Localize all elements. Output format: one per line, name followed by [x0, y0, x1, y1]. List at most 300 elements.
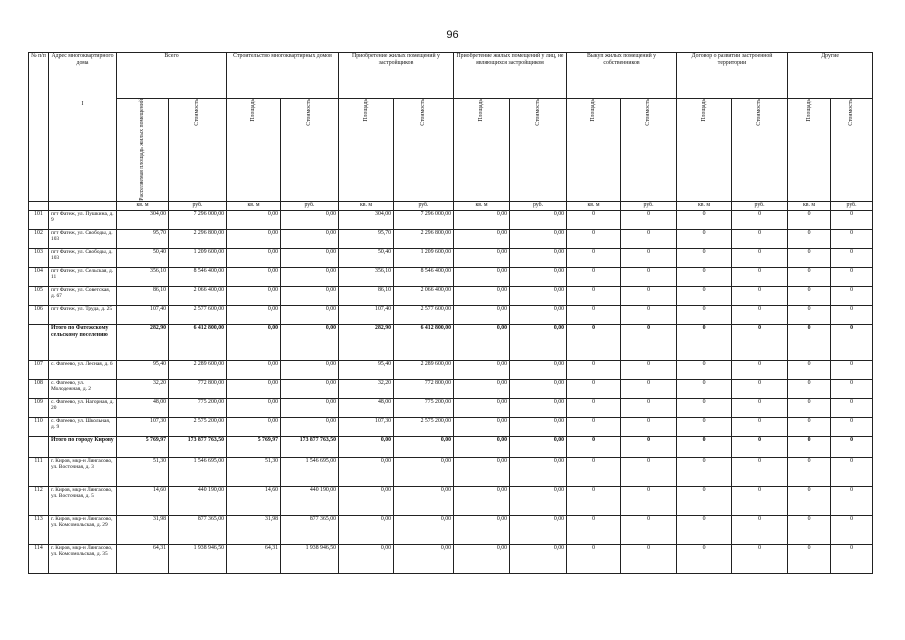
cell-value: 0,00 [339, 515, 394, 544]
cell-value: 0 [788, 486, 831, 515]
cell-value: 0,00 [281, 360, 339, 379]
cell-value: 0,00 [510, 436, 567, 457]
table-row [29, 248, 873, 267]
cell-value: 86,10 [117, 286, 169, 305]
cell-value: 0 [732, 457, 788, 486]
row-address: пгт Фатеж, ул. Свободы, д. 103 [49, 248, 117, 267]
unit-empty [49, 201, 117, 210]
unit-empty [29, 201, 49, 210]
row-address: с. Фатеево, ул. Лесная, д. 6 [49, 360, 117, 379]
cell-value: 304,00 [117, 210, 169, 229]
cell-value: 0,00 [454, 210, 510, 229]
row-number [29, 436, 49, 457]
cell-value: 775 200,00 [169, 398, 227, 417]
table-body [29, 210, 873, 573]
cell-value: 0 [621, 286, 677, 305]
cell-value: 282,90 [117, 324, 169, 360]
cell-value: 0 [621, 324, 677, 360]
cell-value: 0 [621, 457, 677, 486]
row-address: г. Киров, мкр-н Лянгасово, ул. Комсомольская, д. 35 [49, 544, 117, 573]
cell-value: 1 938 946,50 [281, 544, 339, 573]
cell-value: 32,20 [339, 379, 394, 398]
subheader-area: Площадь [567, 99, 621, 202]
cell-value: 0,00 [394, 515, 454, 544]
row-number: 106 [29, 305, 49, 324]
table-row [29, 267, 873, 286]
resettlement-table [28, 52, 873, 574]
cell-value: 0 [621, 515, 677, 544]
cell-value: 51,30 [117, 457, 169, 486]
row-number: 107 [29, 360, 49, 379]
cell-value: 877 365,00 [281, 515, 339, 544]
cell-value: 0 [732, 515, 788, 544]
table-row [29, 286, 873, 305]
unit-area: кв. м [117, 201, 169, 210]
cell-value: 2 296 800,00 [394, 229, 454, 248]
table-row [29, 515, 873, 544]
cell-value: 0,00 [510, 417, 567, 436]
cell-value: 0 [677, 324, 732, 360]
cell-value: 7 296 000,00 [169, 210, 227, 229]
cell-value: 440 190,00 [281, 486, 339, 515]
subheader-resettled-area: Расселяемая площадь жилых помещений [117, 99, 169, 202]
cell-value: 50,40 [339, 248, 394, 267]
cell-value: 107,30 [117, 417, 169, 436]
cell-value: 0 [567, 398, 621, 417]
cell-value: 0 [788, 210, 831, 229]
cell-value: 0 [621, 210, 677, 229]
subheader-cost: Стоимость [831, 99, 873, 202]
cell-value: 0 [831, 324, 873, 360]
cell-value: 31,98 [227, 515, 281, 544]
unit-cost: руб. [394, 201, 454, 210]
cell-value: 1 209 600,00 [394, 248, 454, 267]
cell-value: 8 546 400,00 [394, 267, 454, 286]
cell-value: 0,00 [281, 248, 339, 267]
cell-value: 0 [621, 248, 677, 267]
cell-value: 64,31 [227, 544, 281, 573]
cell-value: 0 [788, 229, 831, 248]
cell-value: 0 [567, 248, 621, 267]
cell-value: 0,00 [394, 436, 454, 457]
row-number [29, 324, 49, 360]
cell-value: 0,00 [454, 515, 510, 544]
table-row [29, 360, 873, 379]
cell-value: 0 [621, 360, 677, 379]
cell-value: 8 546 400,00 [169, 267, 227, 286]
cell-value: 14,60 [227, 486, 281, 515]
row-number: 103 [29, 248, 49, 267]
cell-value: 0 [621, 398, 677, 417]
cell-value: 282,90 [339, 324, 394, 360]
cell-value: 107,40 [117, 305, 169, 324]
cell-value: 0 [677, 436, 732, 457]
cell-value: 95,40 [117, 360, 169, 379]
cell-value: 2 066 400,00 [394, 286, 454, 305]
row-number: 111 [29, 457, 49, 486]
cell-value: 2 289 600,00 [169, 360, 227, 379]
cell-value: 6 412 800,00 [169, 324, 227, 360]
cell-value: 0,00 [227, 360, 281, 379]
cell-value: 0 [567, 417, 621, 436]
cell-value: 0,00 [227, 229, 281, 248]
cell-value: 0,00 [227, 305, 281, 324]
header-group-construction: Строительство многоквартирных домов [227, 53, 339, 99]
cell-value: 0 [788, 398, 831, 417]
cell-value: 0,00 [454, 324, 510, 360]
cell-value: 0 [831, 229, 873, 248]
cell-value: 0,00 [510, 515, 567, 544]
cell-value: 0,00 [281, 324, 339, 360]
cell-value: 0 [831, 379, 873, 398]
cell-value: 0 [677, 229, 732, 248]
cell-value: 0,00 [454, 544, 510, 573]
subheader-cost: Стоимость [169, 99, 227, 202]
row-address: с. Фатеево, ул. Школьная, д. 9 [49, 417, 117, 436]
row-number: 104 [29, 267, 49, 286]
cell-value: 0 [677, 398, 732, 417]
cell-value: 0 [831, 486, 873, 515]
cell-value: 0 [732, 436, 788, 457]
cell-value: 0 [567, 324, 621, 360]
cell-value: 0 [732, 544, 788, 573]
cell-value: 0 [567, 457, 621, 486]
cell-value: 0,00 [281, 210, 339, 229]
cell-value: 0 [788, 286, 831, 305]
cell-value: 0 [732, 360, 788, 379]
cell-value: 32,20 [117, 379, 169, 398]
cell-value: 0,00 [227, 379, 281, 398]
row-number: 114 [29, 544, 49, 573]
cell-value: 0 [677, 417, 732, 436]
cell-value: 0,00 [281, 379, 339, 398]
cell-value: 0 [831, 248, 873, 267]
cell-value: 0 [677, 267, 732, 286]
cell-value: 7 296 000,00 [394, 210, 454, 229]
header-group-nondeveloper-purchase: Приобретение жилых помещений у лиц, не являющихся застройщиком [454, 53, 567, 99]
cell-value: 0,00 [510, 544, 567, 573]
cell-value: 0 [788, 515, 831, 544]
cell-value: 14,60 [117, 486, 169, 515]
cell-value: 0 [621, 379, 677, 398]
subtotal-row [29, 324, 873, 360]
unit-area: кв. м [227, 201, 281, 210]
cell-value: 0,00 [454, 379, 510, 398]
cell-value: 64,31 [117, 544, 169, 573]
cell-value: 0,00 [510, 379, 567, 398]
cell-value: 0 [788, 324, 831, 360]
cell-value: 0 [831, 515, 873, 544]
unit-cost: руб. [169, 201, 227, 210]
cell-value: 0,00 [510, 398, 567, 417]
cell-value: 356,10 [117, 267, 169, 286]
header-group-development-contract: Договор о развитии застроенной территории [677, 53, 788, 99]
row-address: с. Фатеево, ул. Молодежная, д. 2 [49, 379, 117, 398]
cell-value: 0,00 [510, 457, 567, 486]
cell-value: 0 [567, 267, 621, 286]
cell-value: 0,00 [454, 486, 510, 515]
header-num: № п/п [29, 53, 49, 202]
cell-value: 86,10 [339, 286, 394, 305]
cell-value: 0,00 [281, 286, 339, 305]
cell-value: 0 [621, 417, 677, 436]
cell-value: 0 [621, 305, 677, 324]
cell-value: 0,00 [281, 229, 339, 248]
table-row [29, 544, 873, 573]
unit-cost: руб. [281, 201, 339, 210]
cell-value: 0,00 [227, 417, 281, 436]
cell-value: 0 [788, 436, 831, 457]
subheader-area: Площадь [454, 99, 510, 202]
cell-value: 0 [732, 248, 788, 267]
cell-value: 0 [567, 515, 621, 544]
header-address-mark: I [81, 101, 84, 107]
header-group-developer-purchase: Приобретение жилых помещений у застройщиков [339, 53, 454, 99]
cell-value: 772 800,00 [394, 379, 454, 398]
cell-value: 0 [732, 486, 788, 515]
cell-value: 0,00 [227, 248, 281, 267]
cell-value: 0 [732, 324, 788, 360]
cell-value: 0,00 [454, 229, 510, 248]
cell-value: 0,00 [227, 398, 281, 417]
cell-value: 0 [621, 436, 677, 457]
cell-value: 50,40 [117, 248, 169, 267]
row-number: 113 [29, 515, 49, 544]
cell-value: 173 877 763,50 [169, 436, 227, 457]
cell-value: 0,00 [510, 248, 567, 267]
cell-value: 0 [567, 286, 621, 305]
cell-value: 0 [677, 486, 732, 515]
cell-value: 0 [677, 515, 732, 544]
cell-value: 0 [831, 417, 873, 436]
cell-value: 173 877 763,50 [281, 436, 339, 457]
cell-value: 0 [567, 379, 621, 398]
cell-value: 0,00 [454, 248, 510, 267]
cell-value: 0,00 [510, 324, 567, 360]
header-address [49, 53, 117, 202]
cell-value: 0,00 [454, 305, 510, 324]
subheader-area: Площадь [788, 99, 831, 202]
cell-value: 0 [788, 248, 831, 267]
cell-value: 2 066 400,00 [169, 286, 227, 305]
cell-value: 0 [567, 210, 621, 229]
cell-value: 0 [831, 286, 873, 305]
unit-cost: руб. [510, 201, 567, 210]
row-number: 101 [29, 210, 49, 229]
subheader-cost: Стоимость [732, 99, 788, 202]
cell-value: 0 [831, 544, 873, 573]
unit-area: кв. м [788, 201, 831, 210]
cell-value: 0 [567, 544, 621, 573]
unit-area: кв. м [567, 201, 621, 210]
cell-value: 0 [677, 379, 732, 398]
table-row [29, 229, 873, 248]
cell-value: 0 [788, 544, 831, 573]
cell-value: 0,00 [510, 360, 567, 379]
cell-value: 0 [831, 398, 873, 417]
cell-value: 0 [732, 286, 788, 305]
cell-value: 0,00 [454, 398, 510, 417]
cell-value: 0,00 [281, 305, 339, 324]
cell-value: 0,00 [454, 457, 510, 486]
table-row [29, 379, 873, 398]
cell-value: 0 [732, 229, 788, 248]
row-number: 108 [29, 379, 49, 398]
cell-value: 0,00 [454, 267, 510, 286]
subheader-cost: Стоимость [281, 99, 339, 202]
header-group-buyout: Выкуп жилых помещений у собственников [567, 53, 677, 99]
cell-value: 0 [732, 305, 788, 324]
cell-value: 2 289 600,00 [394, 360, 454, 379]
cell-value: 0 [788, 417, 831, 436]
cell-value: 0,00 [339, 457, 394, 486]
cell-value: 2 577 600,00 [394, 305, 454, 324]
cell-value: 0,00 [394, 486, 454, 515]
cell-value: 0 [788, 305, 831, 324]
row-address: пгт Фатеж, ул. Свободы, д. 103 [49, 229, 117, 248]
cell-value: 0,00 [227, 267, 281, 286]
row-address: Итого по Фатежскому сельскому поселению [49, 324, 117, 360]
cell-value: 0 [788, 457, 831, 486]
row-address: пгт Фатеж, ул. Труда, д. 25 [49, 305, 117, 324]
cell-value: 0 [831, 210, 873, 229]
row-address: пгт Фатеж, ул. Пушкина, д. 9 [49, 210, 117, 229]
cell-value: 0,00 [227, 286, 281, 305]
cell-value: 0,00 [454, 286, 510, 305]
cell-value: 0,00 [281, 417, 339, 436]
cell-value: 0 [732, 417, 788, 436]
cell-value: 0,00 [510, 305, 567, 324]
row-address: пгт Фатеж, ул. Сельская, д. 11 [49, 267, 117, 286]
subheader-area: Площадь [339, 99, 394, 202]
header-group-total: Всего [117, 53, 227, 99]
unit-area: кв. м [339, 201, 394, 210]
cell-value: 0 [732, 379, 788, 398]
unit-cost: руб. [732, 201, 788, 210]
cell-value: 1 546 695,00 [281, 457, 339, 486]
header-address-label: Адрес многоквартирного дома [51, 53, 114, 66]
cell-value: 6 412 800,00 [394, 324, 454, 360]
cell-value: 0 [567, 229, 621, 248]
table-row [29, 305, 873, 324]
table-row [29, 486, 873, 515]
cell-value: 0 [788, 379, 831, 398]
cell-value: 0 [732, 398, 788, 417]
cell-value: 2 575 200,00 [394, 417, 454, 436]
cell-value: 772 800,00 [169, 379, 227, 398]
row-address: г. Киров, мкр-н Лянгасово, ул. Комсомольская, д. 29 [49, 515, 117, 544]
cell-value: 0 [567, 486, 621, 515]
cell-value: 0 [621, 544, 677, 573]
row-address: г. Киров, мкр-н Лянгасово, ул. Восточная, д. 3 [49, 457, 117, 486]
row-address: г. Киров, мкр-н Лянгасово, ул. Восточная, д. 5 [49, 486, 117, 515]
row-address: Итого по городу Кирову [49, 436, 117, 457]
cell-value: 0 [567, 360, 621, 379]
unit-area: кв. м [454, 201, 510, 210]
cell-value: 0,00 [454, 360, 510, 379]
cell-value: 95,40 [339, 360, 394, 379]
cell-value: 775 200,00 [394, 398, 454, 417]
cell-value: 0,00 [227, 210, 281, 229]
unit-cost: руб. [621, 201, 677, 210]
subheader-cost: Стоимость [394, 99, 454, 202]
cell-value: 0,00 [454, 417, 510, 436]
cell-value: 0,00 [510, 210, 567, 229]
page-number: 96 [446, 29, 459, 41]
cell-value: 0,00 [339, 544, 394, 573]
cell-value: 0 [677, 286, 732, 305]
table-row [29, 457, 873, 486]
cell-value: 0 [677, 305, 732, 324]
cell-value: 0,00 [227, 324, 281, 360]
cell-value: 48,00 [117, 398, 169, 417]
row-number: 102 [29, 229, 49, 248]
cell-value: 0,00 [510, 486, 567, 515]
row-number: 112 [29, 486, 49, 515]
cell-value: 1 209 600,00 [169, 248, 227, 267]
cell-value: 440 190,00 [169, 486, 227, 515]
cell-value: 0,00 [510, 229, 567, 248]
subheader-cost: Стоимость [510, 99, 567, 202]
cell-value: 0 [677, 210, 732, 229]
table-row [29, 210, 873, 229]
cell-value: 0 [831, 360, 873, 379]
header-group-other: Другие [788, 53, 873, 99]
cell-value: 1 546 695,00 [169, 457, 227, 486]
cell-value: 0 [621, 486, 677, 515]
cell-value: 0,00 [394, 457, 454, 486]
cell-value: 0 [567, 305, 621, 324]
cell-value: 0 [831, 436, 873, 457]
cell-value: 107,40 [339, 305, 394, 324]
cell-value: 1 938 946,50 [169, 544, 227, 573]
cell-value: 0 [831, 457, 873, 486]
cell-value: 0 [677, 360, 732, 379]
cell-value: 0 [732, 267, 788, 286]
cell-value: 0 [677, 457, 732, 486]
cell-value: 0,00 [281, 398, 339, 417]
cell-value: 0 [567, 436, 621, 457]
cell-value: 0 [621, 229, 677, 248]
cell-value: 2 577 600,00 [169, 305, 227, 324]
row-address: пгт Фатеж, ул. Советская, д. 67 [49, 286, 117, 305]
row-number: 109 [29, 398, 49, 417]
table-row [29, 398, 873, 417]
cell-value: 2 296 800,00 [169, 229, 227, 248]
cell-value: 0 [677, 248, 732, 267]
cell-value: 0,00 [339, 486, 394, 515]
row-number: 105 [29, 286, 49, 305]
cell-value: 48,00 [339, 398, 394, 417]
cell-value: 0 [621, 267, 677, 286]
cell-value: 0,00 [339, 436, 394, 457]
subheader-area: Площадь [677, 99, 732, 202]
cell-value: 0,00 [281, 267, 339, 286]
cell-value: 107,30 [339, 417, 394, 436]
subtotal-row [29, 436, 873, 457]
cell-value: 0 [831, 305, 873, 324]
cell-value: 877 365,00 [169, 515, 227, 544]
cell-value: 0 [788, 267, 831, 286]
table-row [29, 417, 873, 436]
row-number: 110 [29, 417, 49, 436]
cell-value: 5 769,97 [227, 436, 281, 457]
row-address: с. Фатеево, ул. Нагорная, д. 20 [49, 398, 117, 417]
cell-value: 0 [788, 360, 831, 379]
cell-value: 0,00 [394, 544, 454, 573]
cell-value: 0,00 [510, 267, 567, 286]
cell-value: 0 [677, 544, 732, 573]
